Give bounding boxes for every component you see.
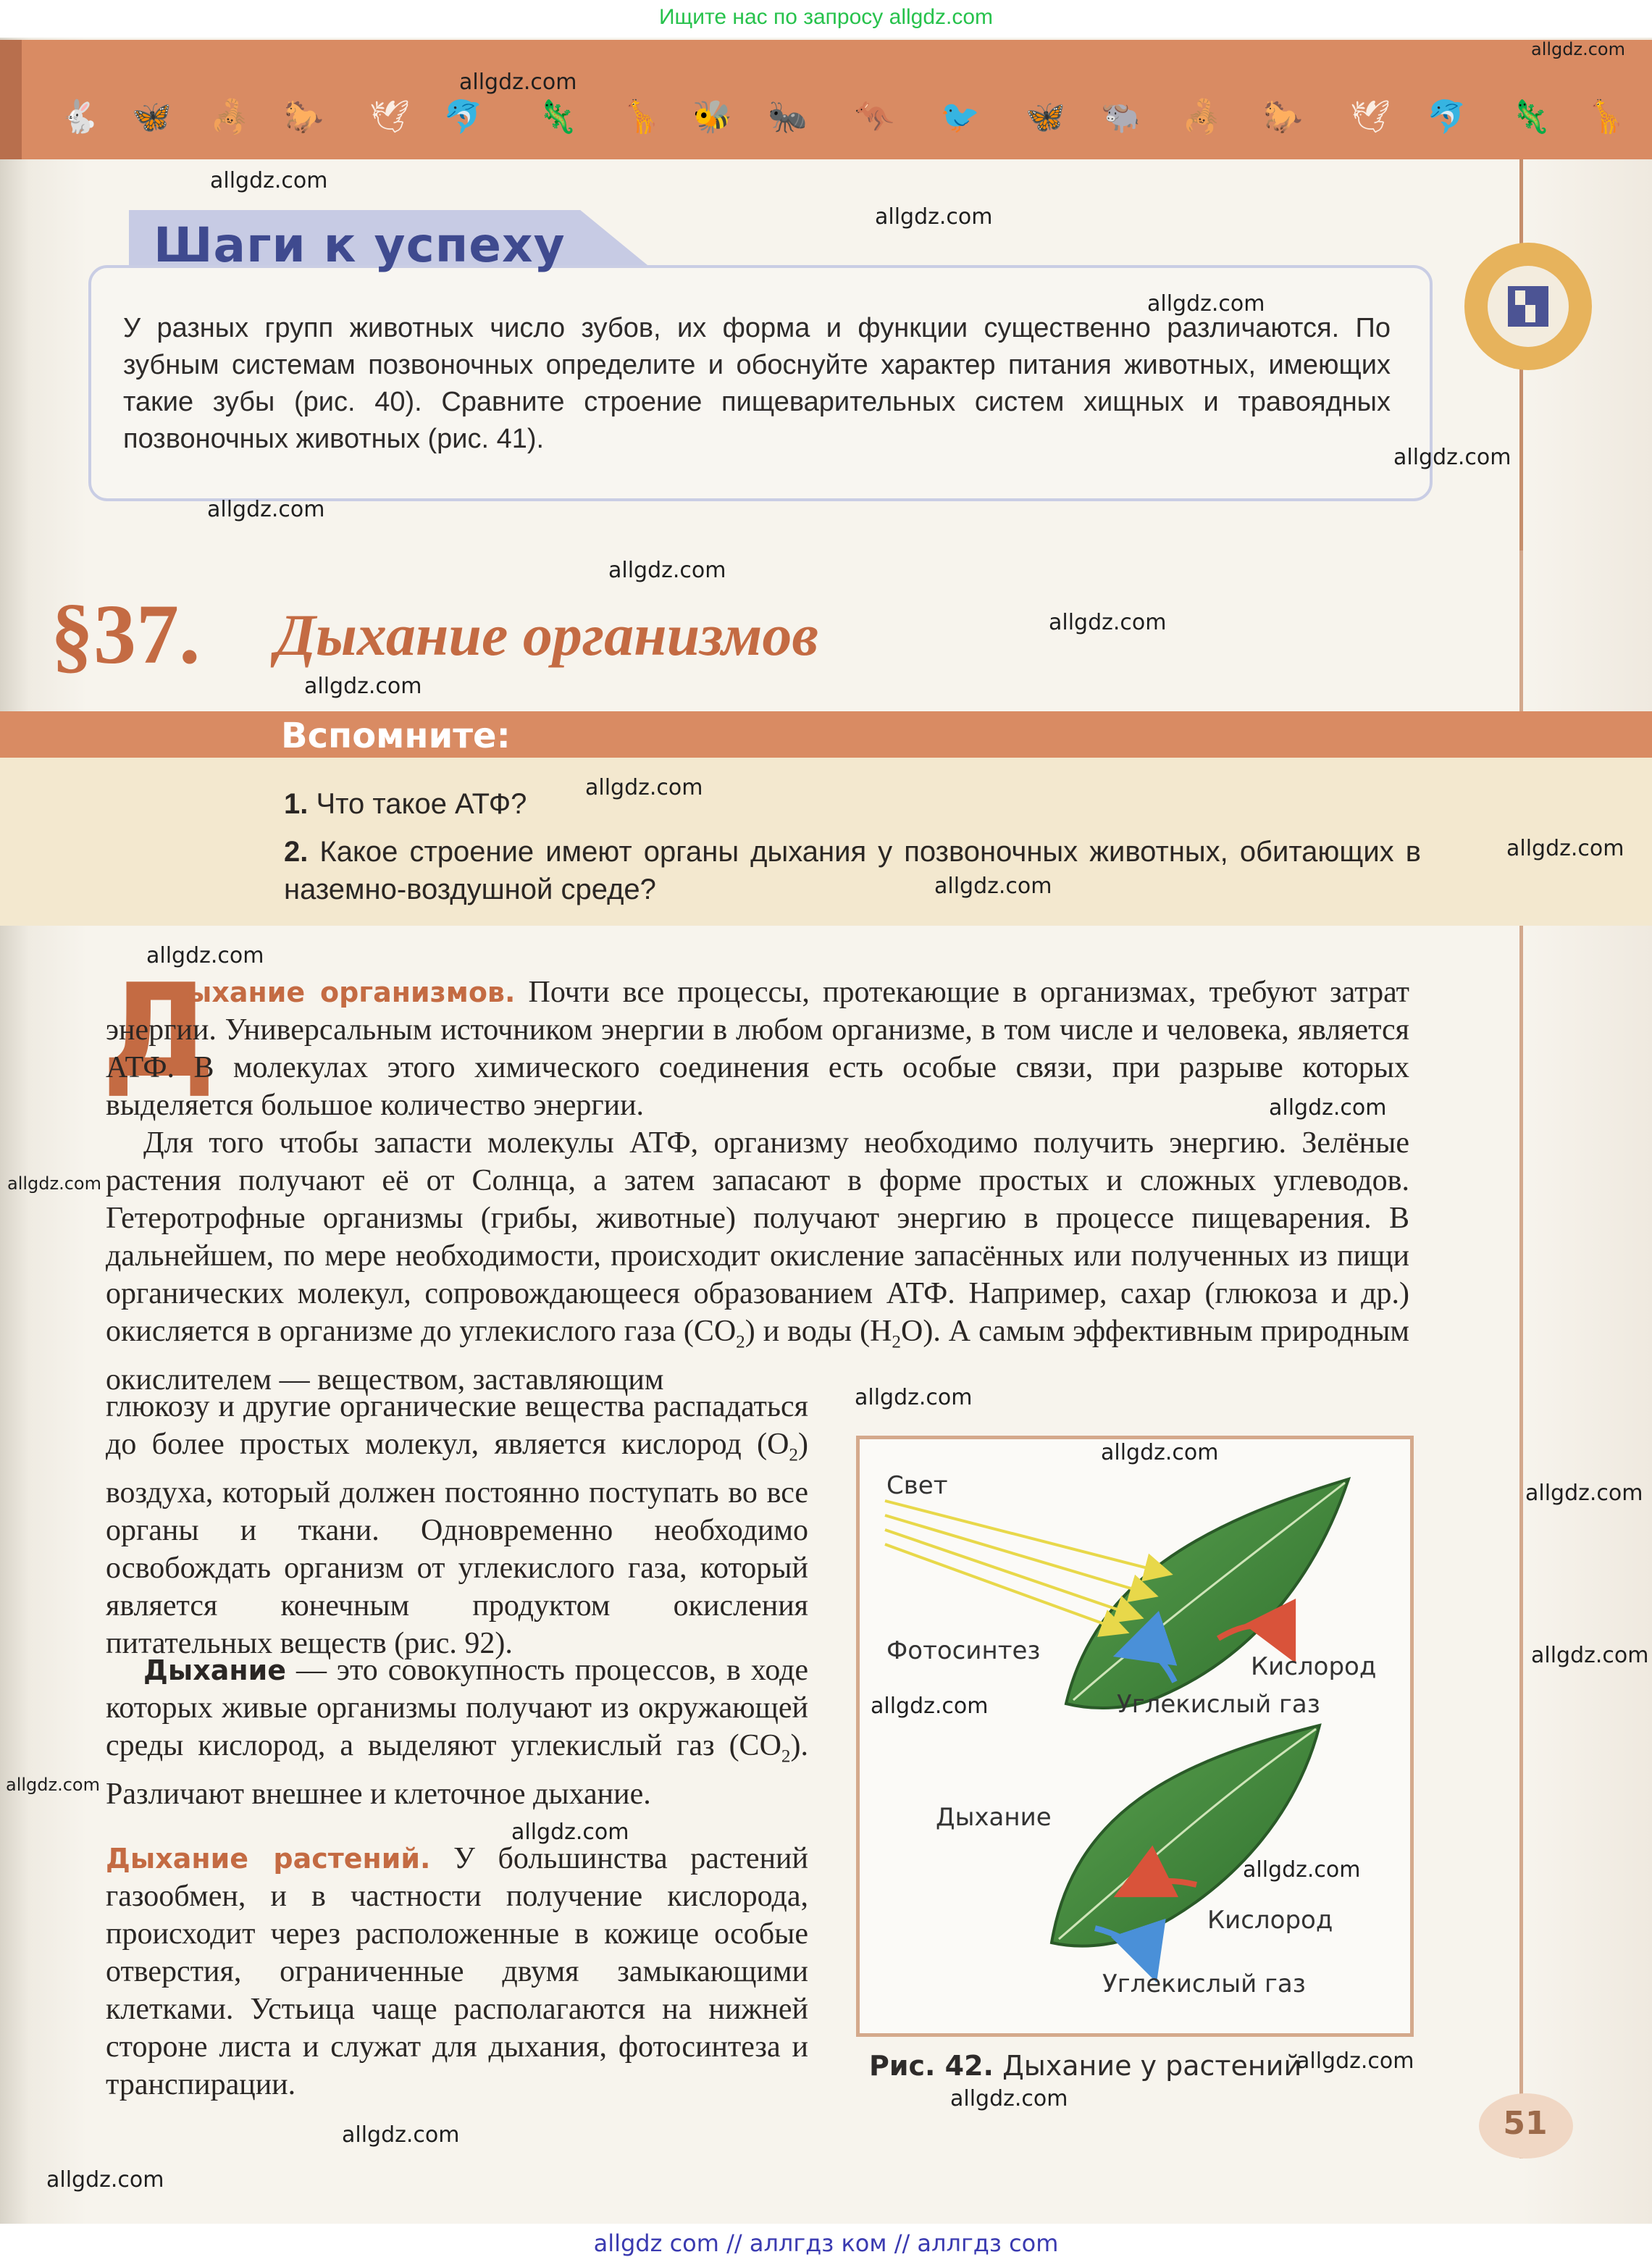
text: ) воздуха, который должен постоянно поступать во все органы и ткани. Одновременно необходимо освобождать организм от углекислого газа, который является конечным продуктом окисления питательных веществ (рис. 92). [106, 1428, 808, 1661]
watermark: allgdz.com [304, 674, 422, 699]
text: У большинства растений газообмен, и в частности получение кислорода, происходит через расположенные в кожице особые отверстия, ограниченные двумя замыкающими клетками. Устьица чаще располагаются на нижней стороне листа и служат для дыхания, фотосинтеза и транспирации. [106, 1842, 808, 2101]
watermark: allgdz.com [934, 874, 1052, 899]
watermark: allgdz.com [459, 70, 577, 95]
watermark: allgdz.com [1147, 291, 1265, 317]
recall-question-2 [284, 833, 1421, 908]
animal-silhouette-icon: 🦂 [1182, 99, 1222, 135]
label-respiration: Дыхание [936, 1803, 1052, 1832]
watermark: allgdz.com [875, 204, 993, 230]
subscript: 2 [736, 1332, 745, 1352]
subscript: 2 [781, 1746, 791, 1767]
animal-silhouette-icon: 🐬 [443, 99, 483, 135]
watermark: allgdz.com [6, 1775, 100, 1795]
recall-question-1 [284, 788, 527, 821]
caption-text: Дыхание у растений [1002, 2050, 1302, 2082]
animal-silhouette-icon: 🐃 [1101, 99, 1141, 135]
watermark: allgdz.com [871, 1693, 989, 1719]
steps-text: У разных групп животных число зубов, их форма и функции существенно различаются. По зубным системам позвоночных определите и обоснуйте характер питания животных, имеющих такие зубы (рис. 40). Сравните строение пищеварительных систем хищных и травоядных позвоночных животных (рис. 41). [123, 313, 1391, 454]
text: ). Различают внешнее и клеточное дыхание. [106, 1729, 808, 1812]
watermark: allgdz.com [950, 2086, 1068, 2111]
watermark: allgdz.com [1531, 1643, 1649, 1668]
paragraph-oxygen [106, 1388, 808, 1662]
animal-silhouette-icon: 🦘 [855, 99, 894, 135]
animal-silhouette-icon: 🦒 [1586, 99, 1626, 135]
text: глюкозу и другие органические вещества распадаться до более простых молекул, является кислород (O [106, 1390, 808, 1461]
subscript: 2 [789, 1445, 798, 1465]
intro-text: Почти все процессы, протекающие в организмах, требуют затрат энергии. Универсальным источником энергии в любом организме, в том числе и человека, является АТФ. В молекулах этого химического соединения есть особые связи, при разрыве которых выделяется большое количество энергии. [106, 976, 1409, 1122]
label-co2-bottom: Углекислый газ [1102, 1969, 1306, 1998]
site-banner[interactable]: Ищите нас по запросу allgdz.com [0, 0, 1652, 38]
watermark: allgdz.com [1269, 1095, 1387, 1121]
watermark: allgdz.com [342, 2122, 460, 2148]
watermark: allgdz.com [1531, 39, 1625, 59]
text: O). А самым эффективным природным окислителем — веществом, заставляющим [106, 1315, 1410, 1397]
watermark: allgdz.com [1525, 1481, 1643, 1506]
animal-silhouette-icon: 🕊 [369, 99, 410, 135]
animal-silhouette-icon: 🐬 [1427, 99, 1467, 135]
question-text: Какое строение имеют органы дыхания у позвоночных животных, обитающих в наземно-воздушной среде? [284, 836, 1421, 905]
label-light: Свет [886, 1471, 948, 1500]
figure-plant-respiration [856, 1436, 1414, 2037]
animal-silhouette-icon: 🦂 [210, 99, 250, 135]
animal-silhouette-icon: 🦎 [1511, 99, 1551, 135]
light-ray [885, 1544, 1124, 1631]
paragraph-number: §37. [51, 587, 201, 682]
label-oxygen-bottom: Кислород [1207, 1906, 1333, 1935]
bottom-banner[interactable]: allgdz com // аллгдз ком // аллгдз com [0, 2224, 1652, 2265]
animal-silhouette-icon: 🦒 [621, 99, 661, 135]
paragraph-energy [106, 1124, 1409, 1399]
animal-silhouette-icon: 🦋 [1026, 99, 1065, 135]
animal-silhouette-icon: 🦎 [537, 99, 577, 135]
caption-number: Рис. 42. [869, 2050, 994, 2082]
question-text: Что такое АТФ? [316, 788, 527, 820]
text: — это совокупность процессов, в ходе которых живые организмы получают из окружающей среды кислород, а выделяют углекислый газ (CO [106, 1654, 808, 1762]
page-number: 51 [1503, 2105, 1548, 2142]
light-ray [885, 1530, 1139, 1617]
animal-silhouette-icon: 🐦 [940, 99, 980, 135]
recall-band [0, 711, 1652, 758]
question-number: 2. [284, 836, 309, 868]
text: Для того чтобы запасти молекулы АТФ, организму необходимо получить энергию. Зелёные растения получают её от Солнца, а затем запасают в форме простых и сложных углеводов. Гетеротрофные организмы (грибы, животные) получают энергию в процессе пищеварения. В дальнейшем, по мере необходимости, происходит окисление запасённых или полученных из пищи органических молекул, сопровождающееся образованием АТФ. Например, сахар (глюкоза и др.) окисляется в организме до углекислого газа (CO [106, 1126, 1409, 1348]
watermark: allgdz.com [511, 1820, 629, 1845]
recall-title: Вспомните: [281, 716, 511, 756]
watermark: allgdz.com [146, 943, 264, 968]
animal-silhouette-icon: 🐜 [768, 99, 808, 135]
intro-paragraph [106, 974, 1409, 1124]
watermark: allgdz.com [608, 558, 726, 583]
term: Дыхание растений. [106, 1843, 431, 1875]
animal-silhouette-icon: 🐝 [692, 99, 732, 135]
light-ray [885, 1515, 1153, 1595]
watermark: allgdz.com [1506, 836, 1624, 861]
watermark: allgdz.com [207, 497, 325, 522]
paragraph-plant-respiration [106, 1840, 808, 2103]
animal-silhouette-icon: 🐎 [1263, 99, 1303, 135]
animal-silhouette-icon: 🕊 [1350, 99, 1391, 135]
paragraph-respiration-definition [106, 1651, 808, 1813]
watermark: allgdz.com [7, 1173, 101, 1194]
watermark: allgdz.com [1101, 1440, 1219, 1465]
label-co2-top: Углекислый газ [1117, 1690, 1320, 1719]
figure-caption [869, 2050, 1301, 2082]
label-photosynthesis: Фотосинтез [886, 1636, 1041, 1665]
watermark: allgdz.com [1243, 1857, 1361, 1883]
watermark: allgdz.com [210, 168, 328, 193]
watermark: allgdz.com [1393, 445, 1511, 470]
watermark: allgdz.com [585, 775, 703, 800]
animal-silhouette-icon: 🦋 [132, 99, 172, 135]
intro-lead: ыхание организмов. [187, 976, 516, 1008]
page-fold-shadow [0, 40, 22, 159]
light-ray [885, 1501, 1167, 1573]
subscript: 2 [892, 1332, 901, 1352]
animal-silhouette-icon: 🐇 [59, 99, 99, 135]
steps-icon [1508, 286, 1548, 327]
label-oxygen-top: Кислород [1251, 1652, 1377, 1681]
term: Дыхание [143, 1654, 287, 1686]
watermark: allgdz.com [1049, 610, 1167, 635]
text: ) и воды (H [745, 1315, 892, 1348]
steps-title: Шаги к успеху [154, 217, 566, 273]
watermark: allgdz.com [46, 2167, 164, 2193]
animal-silhouette-icon: 🐎 [284, 99, 324, 135]
watermark: allgdz.com [1296, 2048, 1414, 2074]
watermark: allgdz.com [855, 1385, 973, 1410]
question-number: 1. [284, 788, 309, 820]
paragraph-title: Дыхание организмов [275, 602, 819, 668]
drop-cap: Д [101, 956, 217, 1106]
